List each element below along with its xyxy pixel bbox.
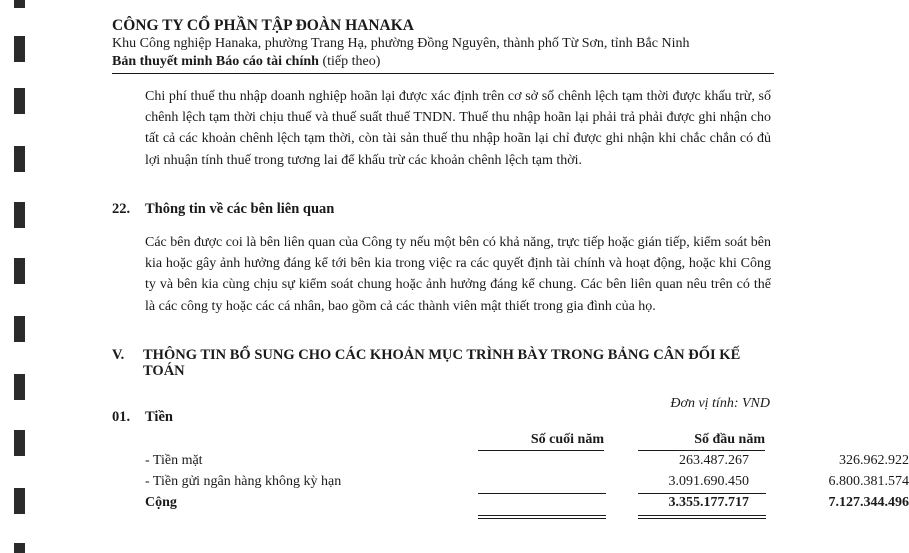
note-01-title: Tiền <box>145 409 173 425</box>
binder-mark <box>14 543 25 553</box>
document-subtitle <box>112 53 774 74</box>
table-row <box>145 453 909 474</box>
page-header <box>112 16 774 74</box>
total-double-rule <box>478 515 606 519</box>
row-begin-value: 6.800.381.574 <box>828 474 909 489</box>
row-end-value: 263.487.267 <box>679 453 749 468</box>
deferred-tax-paragraph: Chi phí thuế thu nhập doanh nghiệp hoãn lại được xác định trên cơ sở số chênh lệch tạm thời được khấu trừ, số chênh lệch tạm thời chịu thuế và thuế suất thuế TNDN. Thuế thu nhập hoãn lại phải trả phải được ghi nhận cho tất cả các khoản chênh lệch tạm thời, còn tài sản thuế thu nhập hoãn lại chỉ được ghi nhận khi chắc chắn có đủ lợi nhuận tính thuế trong tương lai để khấu trừ các khoản chênh lệch tạm thời. <box>145 89 771 168</box>
section-v-title: THÔNG TIN BỔ SUNG CHO CÁC KHOẢN MỤC TRÌNH BÀY TRONG BẢNG CÂN ĐỐI KẾ TOÁN <box>143 347 741 379</box>
column-header-end-of-year: Số cuối năm <box>478 432 604 451</box>
total-label: Cộng <box>145 495 177 510</box>
subtitle-continued: (tiếp theo) <box>318 54 381 69</box>
company-name: CÔNG TY CỔ PHẦN TẬP ĐOÀN HANAKA <box>112 17 414 34</box>
total-begin-value: 7.127.344.496 <box>828 495 909 510</box>
company-address: Khu Công nghiệp Hanaka, phường Trang Hạ, phường Đồng Nguyên, thành phố Từ Sơn, tỉnh Bắc Ninh <box>112 36 690 51</box>
row-end-value: 3.091.690.450 <box>668 474 749 489</box>
binder-mark <box>14 88 25 114</box>
row-begin-value: 326.962.922 <box>839 453 909 468</box>
subtotal-rule <box>638 493 766 494</box>
binder-mark <box>14 202 25 228</box>
binder-mark <box>14 430 25 456</box>
section-22-title: Thông tin về các bên liên quan <box>145 201 335 217</box>
related-parties-paragraph: Các bên được coi là bên liên quan của Công ty nếu một bên có khả năng, trực tiếp hoặc gián tiếp, kiểm soát bên kia hoặc gây ảnh hưởng đáng kể tới bên kia trong việc ra các quyết định tài chính và hoạt động, hoặc khi Công ty và bên kia cùng chịu sự kiểm soát chung hoặc ảnh hưởng đáng kể chung. Các bên liên quan nêu trên có thể là các công ty hoặc các cá nhân, bao gồm cả các thành viên mật thiết trong gia đình của họ. <box>145 235 771 314</box>
binder-mark <box>14 36 25 62</box>
subtitle-main: Bản thuyết minh Báo cáo tài chính <box>112 54 319 69</box>
section-v-heading <box>112 347 772 379</box>
binder-mark <box>14 258 25 284</box>
row-label: - Tiền mặt <box>145 453 203 468</box>
table-row <box>145 474 909 495</box>
binder-mark <box>14 488 25 514</box>
subtotal-rule <box>478 493 606 494</box>
row-label: - Tiền gửi ngân hàng không kỳ hạn <box>145 474 342 489</box>
binder-mark <box>14 374 25 400</box>
section-22-number: 22. <box>112 201 131 217</box>
total-end-value: 3.355.177.717 <box>668 495 749 510</box>
column-header-beginning-of-year: Số đầu năm <box>638 432 765 451</box>
note-01-number: 01. <box>112 409 131 425</box>
total-double-rule <box>638 515 766 519</box>
total-row <box>145 495 909 516</box>
binder-mark <box>14 316 25 342</box>
currency-unit: Đơn vị tính: VND <box>670 396 770 411</box>
binder-mark <box>14 0 25 8</box>
section-v-number: V. <box>112 347 125 363</box>
binder-mark <box>14 146 25 172</box>
